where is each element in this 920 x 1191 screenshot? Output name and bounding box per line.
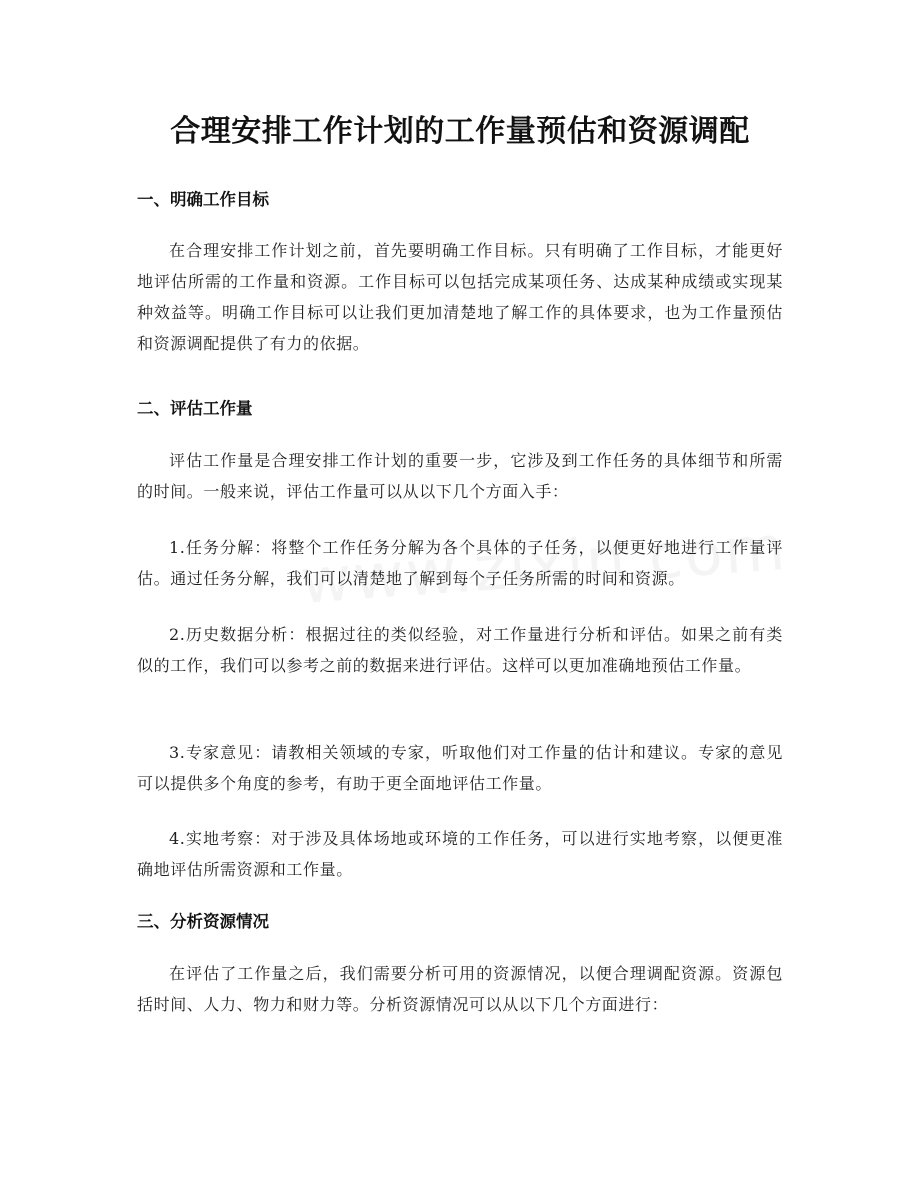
section-2-paragraph-4: 3.专家意见：请教相关领域的专家，听取他们对工作量的估计和建议。专家的意见可以提供多个角度的参考，有助于更全面地评估工作量。 bbox=[137, 743, 783, 793]
document-title: 合理安排工作计划的工作量预估和资源调配 bbox=[170, 114, 750, 149]
section-2-paragraph-2: 1.任务分解：将整个工作任务分解为各个具体的子任务，以便更好地进行工作量评估。通过任务分解，我们可以清楚地了解到每个子任务所需的时间和资源。 bbox=[137, 538, 783, 588]
section-2-paragraph-5: 4.实地考察：对于涉及具体场地或环境的工作任务，可以进行实地考察，以便更准确地评估所需资源和工作量。 bbox=[137, 829, 783, 879]
section-2-paragraph-1: 评估工作量是合理安排工作计划的重要一步，它涉及到工作任务的具体细节和所需的时间。一般来说，评估工作量可以从以下几个方面入手： bbox=[137, 451, 783, 501]
section-1-paragraph-1: 在合理安排工作计划之前，首先要明确工作目标。只有明确了工作目标，才能更好地评估所需的工作量和资源。工作目标可以包括完成某项任务、达成某种成绩或实现某种效益等。明确工作目标可以让我们更加清楚地了解工作的具体要求，也为工作量预估和资源调配提供了有力的依据。 bbox=[137, 241, 783, 353]
section-2-paragraph-3: 2.历史数据分析：根据过往的类似经验，对工作量进行分析和评估。如果之前有类似的工作，我们可以参考之前的数据来进行评估。这样可以更加准确地预估工作量。 bbox=[137, 625, 783, 675]
section-heading-1: 一、明确工作目标 bbox=[137, 190, 269, 209]
section-heading-3: 三、分析资源情况 bbox=[137, 912, 269, 931]
section-heading-2: 二、评估工作量 bbox=[137, 399, 253, 418]
section-3-paragraph-1: 在评估了工作量之后，我们需要分析可用的资源情况，以便合理调配资源。资源包括时间、人力、物力和财力等。分析资源情况可以从以下几个方面进行： bbox=[137, 964, 783, 1014]
